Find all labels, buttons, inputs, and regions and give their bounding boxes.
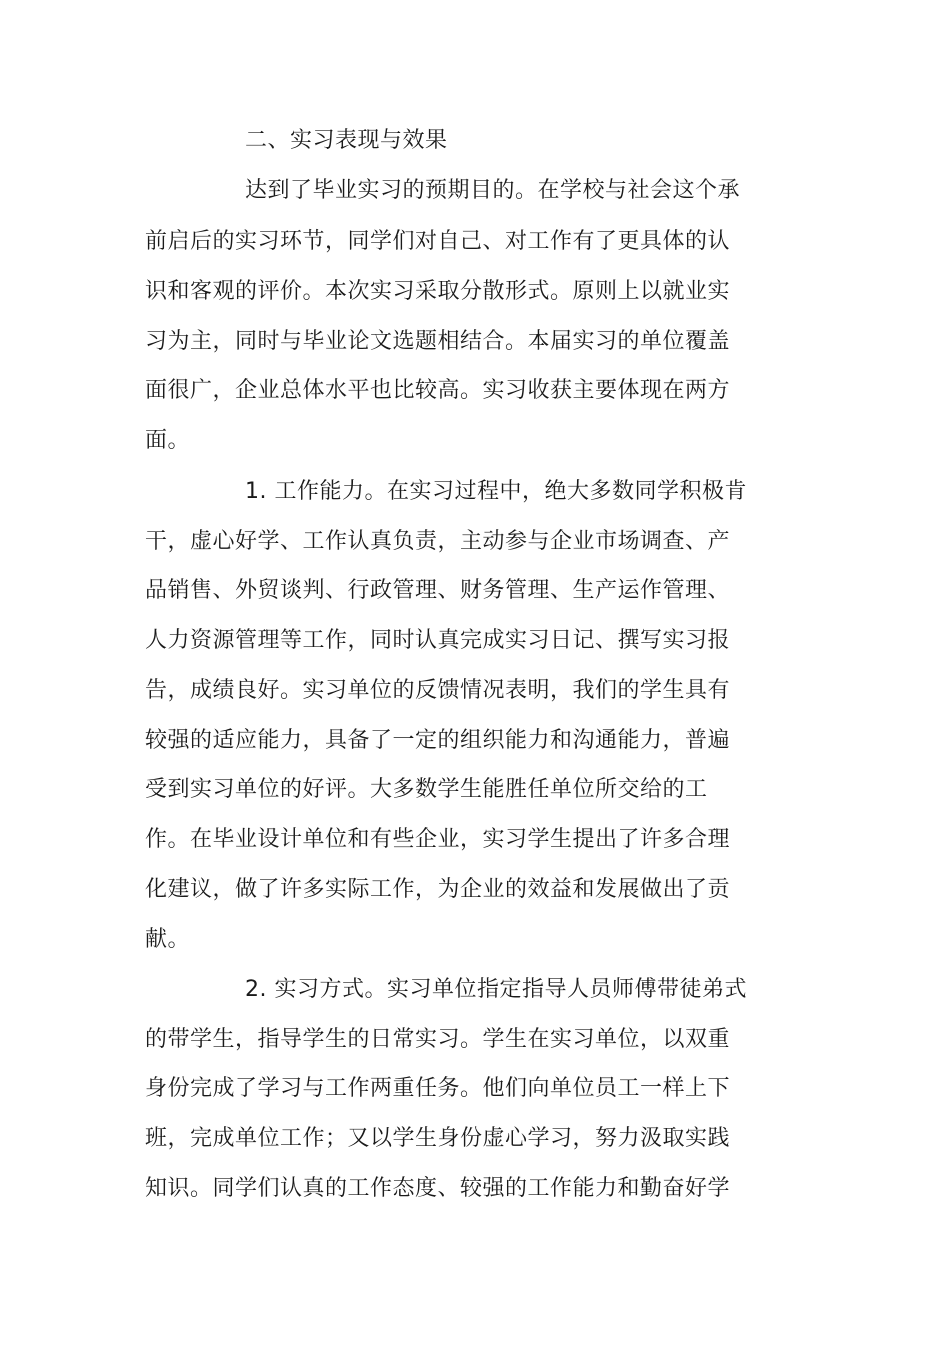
paragraph-line: 面。 (145, 428, 191, 453)
paragraph-line: 干，虚心好学、工作认真负责，主动参与企业市场调查、产 (145, 529, 731, 554)
paragraph-line: 身份完成了学习与工作两重任务。他们向单位员工一样上下 (145, 1076, 731, 1101)
paragraph-line: 达到了毕业实习的预期目的。在学校与社会这个承 (245, 178, 741, 203)
paragraph-line: 班，完成单位工作；又以学生身份虚心学习，努力汲取实践 (145, 1126, 731, 1151)
section-heading: 二、实习表现与效果 (245, 128, 448, 153)
list-item-line: 1. 工作能力。在实习过程中，绝大多数同学积极肯 (245, 479, 747, 504)
paragraph-line: 面很广，企业总体水平也比较高。实习收获主要体现在两方 (145, 378, 731, 403)
paragraph-line: 人力资源管理等工作，同时认真完成实习日记、撰写实习报 (145, 628, 731, 653)
paragraph-line: 化建议，做了许多实际工作，为企业的效益和发展做出了贡 (145, 877, 731, 902)
paragraph-line: 的带学生，指导学生的日常实习。学生在实习单位，以双重 (145, 1027, 731, 1052)
paragraph-line: 告，成绩良好。实习单位的反馈情况表明，我们的学生具有 (145, 678, 731, 703)
paragraph-line: 知识。同学们认真的工作态度、较强的工作能力和勤奋好学 (145, 1176, 731, 1201)
paragraph-line: 品销售、外贸谈判、行政管理、财务管理、生产运作管理、 (145, 578, 731, 603)
paragraph-line: 习为主，同时与毕业论文选题相结合。本届实习的单位覆盖 (145, 329, 731, 354)
paragraph-line: 献。 (145, 927, 191, 952)
paragraph-line: 较强的适应能力，具备了一定的组织能力和沟通能力，普遍 (145, 728, 731, 753)
paragraph-line: 受到实习单位的好评。大多数学生能胜任单位所交给的工 (145, 777, 708, 802)
paragraph-line: 识和客观的评价。本次实习采取分散形式。原则上以就业实 (145, 279, 731, 304)
list-item-line: 2. 实习方式。实习单位指定指导人员师傅带徒弟式 (245, 977, 747, 1002)
paragraph-line: 前启后的实习环节，同学们对自己、对工作有了更具体的认 (145, 229, 731, 254)
paragraph-line: 作。在毕业设计单位和有些企业，实习学生提出了许多合理 (145, 827, 731, 852)
